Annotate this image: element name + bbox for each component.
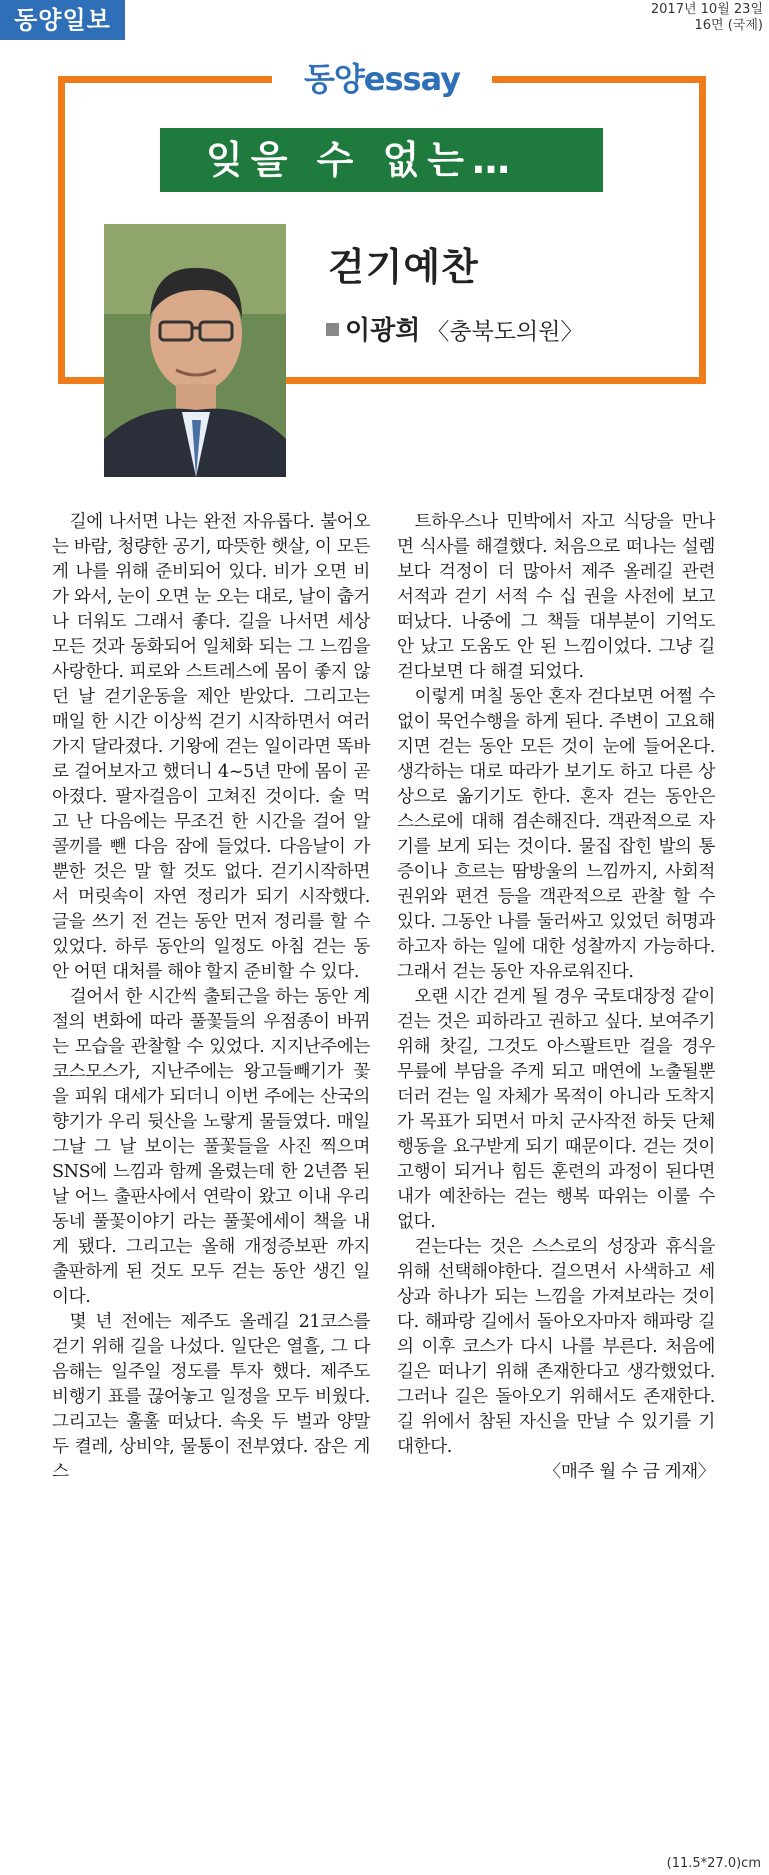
publication-schedule: 〈매주 월 수 금 게재〉	[543, 1462, 715, 1482]
paragraph: 몇 년 전에는 제주도 올레길 21코스를 걷기 위해 길을 나섰다. 일단은 열흘, 그 다음해는 일주일 정도를 투자 했다. 제주도 비행기 표를 끊어놓고 일정을 모두 비웠다. 그리고는 훌훌 떠났다. 속옷 두 벌과 양말 두 켤레, 상비약, 물통이 전부였다. 잠은 게스	[52, 1312, 370, 1482]
series-banner	[160, 128, 603, 192]
page-number: 16면 (국제)	[694, 18, 763, 33]
paragraph: 이렇게 며칠 동안 혼자 걷다보면 어쩔 수 없이 묵언수행을 하게 된다. 주변이 고요해 지면 걷는 동안 모든 것이 눈에 들어온다. 생각하는 대로 따라가 보기도 하고 다른 상상으로 옮기기도 한다. 혼자 걷는 동안은 스스로에 대해 겸손해진다. 객관적으로 자기를 보게 되는 것이다. 물집 잡힌 발의 통증이나 흐르는 땀방울의 느낌까지, 사회적 권위와 편견 등을 객관적으로 관찰 할 수 있다. 그동안 나를 둘러싸고 있었던 허명과 하고자 하는 일에 대한 성찰까지 가능하다. 그래서 걷는 동안 자유로워진다.	[397, 687, 715, 982]
author-name: 이광희	[345, 316, 421, 346]
byline	[326, 310, 583, 347]
paragraph: 길에 나서면 나는 완전 자유롭다. 불어오는 바람, 청량한 공기, 따뜻한 햇살, 이 모든 게 나를 위해 준비되어 있다. 비가 오면 비가 와서, 눈이 오면 눈 오는 대로, 날이 춥거나 더워도 그래서 좋다. 길을 나서면 세상 모든 것과 동화되어 일체화 되는 그 느낌을 사랑한다. 피로와 스트레스에 몸이 좋지 않던 날 걷기운동을 제안 받았다. 그리고는 매일 한 시간 이상씩 걷기 시작하면서 여러 가지 달라졌다. 기왕에 걷는 일이라면 똑바로 걸어보자고 했더니 4~5년 만에 몸이 곧아졌다. 팔자걸음이 고쳐진 것이다. 술 먹고 난 다음에는 무조건 한 시간을 걸어 알콜끼를 뺀 다음 잠에 들었다. 다음날이 가뿐한 것은 말 할 것도 없다. 걷기시작하면서 머릿속이 자연 정리가 되기 시작했다. 글을 쓰기 전 걷는 동안 먼저 정리를 할 수 있었다. 하루 동안의 일정도 아침 걷는 동안 어떤 대처를 해야 할지 준비할 수 있다.	[52, 512, 370, 982]
paragraph: 걸어서 한 시간씩 출퇴근을 하는 동안 계절의 변화에 따라 풀꽃들의 우점종이 바뀌는 모습을 관찰할 수 있었다. 지지난주에는 코스모스가, 지난주에는 왕고들빼기가 꽃을 피워 대세가 되더니 이번 주에는 산국의 향기가 우리 뒷산을 노랗게 물들였다. 매일 그날 그 날 보이는 풀꽃들을 사진 찍으며 SNS에 느낌과 함께 올렸는데 한 2년쯤 된 날 어느 출판사에서 연락이 왔고 이내 우리 동네 풀꽃이야기 라는 풀꽃에세이 책을 내게 됐다. 그리고는 올해 개정증보판 까지 출판하게 된 것도 모두 걷는 동안 생긴 일이다.	[52, 987, 370, 1307]
article-headline: 걷기예찬	[328, 244, 479, 289]
byline-square-icon	[326, 323, 339, 336]
series-banner-text: 잊을 수 없는…	[206, 138, 518, 182]
author-photo	[104, 224, 286, 477]
newspaper-logo: 동양일보	[0, 0, 125, 40]
paragraph: 걷는다는 것은 스스로의 성장과 휴식을 위해 선택해야한다. 걸으면서 사색하고 세상과 하나가 되는 느낌을 가져보라는 것이다. 해파랑 길에서 돌아오자마자 해파랑 길의 이후 코스가 다시 나를 부른다. 처음에 길은 떠나기 위해 존재한다고 생각했었다. 그러나 길은 돌아오기 위해서도 존재한다. 길 위에서 참된 자신을 만날 수 있기를 기대한다.	[397, 1237, 715, 1457]
section-title: 동양essay	[303, 60, 461, 98]
paragraph: 오랜 시간 걷게 될 경우 국토대장정 같이 걷는 것은 피하라고 권하고 싶다. 보여주기 위해 찻길, 그것도 아스팔트만 걸을 경우 무릎에 부담을 주게 되고 매연에 노출될뿐더러 걷는 일 자체가 목적이 아니라 도착지가 목표가 되면서 마치 군사작전 하듯 단체행동을 요구받게 되기 때문이다. 걷는 것이 고행이 되거나 힘든 훈련의 과정이 된다면 내가 예찬하는 걷는 행복 따위는 이룰 수 없다.	[397, 987, 715, 1232]
author-affiliation: 〈충북도의원〉	[426, 319, 584, 345]
publication-date: 2017년 10월 23일	[650, 2, 763, 17]
article-column-right	[397, 510, 715, 1485]
article-column-left	[52, 510, 370, 1485]
print-size: (11.5*27.0)cm	[666, 1856, 761, 1871]
paragraph: 트하우스나 민박에서 자고 식당을 만나면 식사를 해결했다. 처음으로 떠나는 설렘보다 걱정이 더 많아서 제주 올레길 관련 서적과 걷기 서적 수 십 권을 사전에 보고 떠났다. 나중에 그 책들 대부분이 기억도 안 났고 도움도 안 된 느낌이었다. 그냥 길 걷다보면 다 해결 되었다.	[397, 512, 715, 682]
dateline	[651, 2, 763, 34]
